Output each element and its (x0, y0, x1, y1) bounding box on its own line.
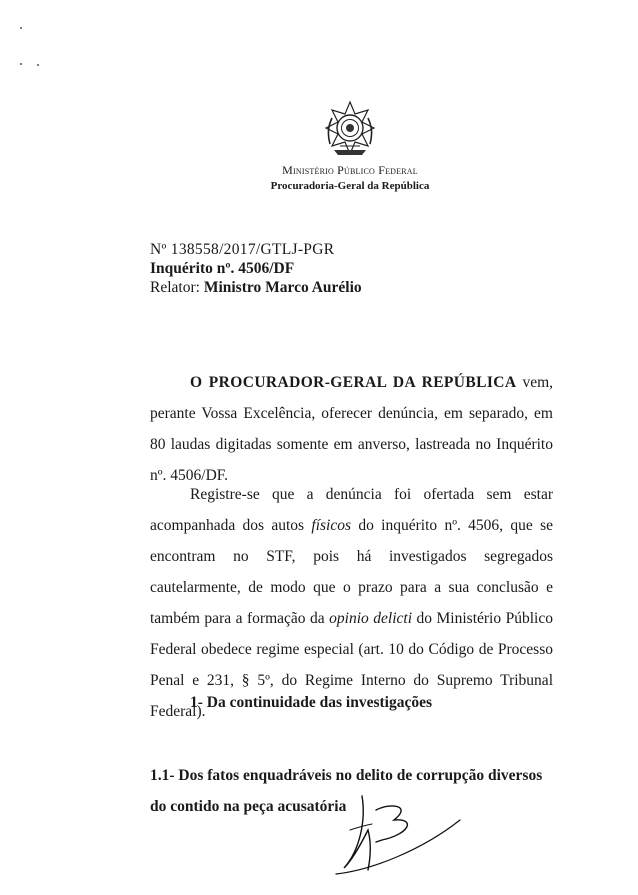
handwritten-signature-icon (332, 790, 462, 880)
scan-speck (20, 63, 22, 65)
emphasis-text: físicos (311, 517, 352, 534)
paragraph-intro (150, 367, 553, 491)
scan-speck (37, 64, 39, 66)
brazil-coat-of-arms-icon (322, 100, 378, 158)
rapporteur-line (150, 278, 362, 297)
ministry-name: Ministério Público Federal (282, 163, 418, 177)
section-heading: 1- Da continuidade das investigações (190, 694, 432, 711)
office-name: Procuradoria-Geral da República (270, 180, 430, 192)
scan-speck (20, 27, 22, 29)
paragraph-text: do Ministério Público Federal obedece regime especial (art. 10 do Código de Processo Penal e 231, § 5º, do Regime Interno do Supremo Tribunal Federal). (150, 610, 553, 720)
rapporteur-name: Ministro Marco Aurélio (203, 279, 362, 296)
rapporteur-label: Relator: (150, 279, 204, 296)
paragraph-intro-text: vem, perante Vossa Excelência, oferecer denúncia, em separado, em 80 laudas digitadas somente em anverso, lastreada no Inquérito nº. 4506/DF. (150, 374, 554, 484)
author-title: O PROCURADOR-GERAL DA REPÚBLICA (190, 374, 517, 391)
subsection-heading: 1.1- Dos fatos enquadráveis no delito de corrupção diversos do contido na peça acusatória (150, 767, 543, 815)
protocol-number: Nº 138558/2017/GTLJ-PGR (150, 241, 335, 258)
paragraph-text: do inquérito nº. 4506, que se encontram no STF, pois há investigados segregados cautelarmente, de modo que o prazo para a sua conclusão e também para a formação da (150, 517, 553, 627)
emphasis-text: opinio delicti (329, 610, 413, 627)
inquiry-number: Inquérito nº. 4506/DF (150, 260, 295, 277)
paragraph-registration (150, 479, 553, 727)
paragraph-text: Registre-se que a denúncia foi ofertada sem estar acompanhada dos autos (150, 486, 553, 534)
